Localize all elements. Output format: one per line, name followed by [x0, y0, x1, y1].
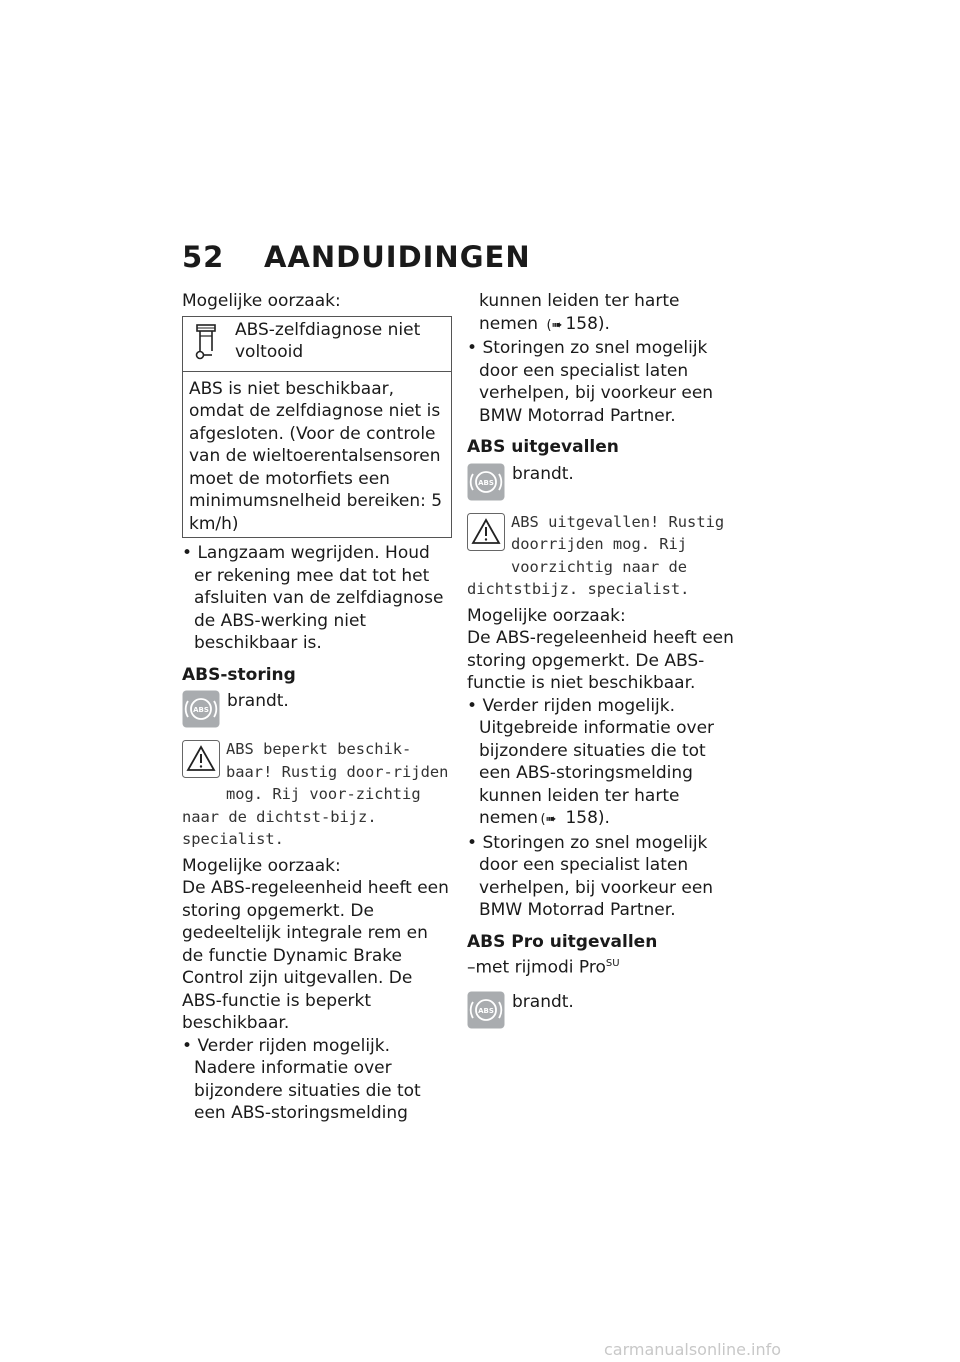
bullet-item: • Verder rijden mogelijk. Uitgebreide informatie over bijzondere situaties die tot een ABS-storingsmelding kunnen leiden ter harte nemen (➠ 158). — [467, 695, 739, 832]
svg-text:ABS: ABS — [193, 706, 209, 714]
cause-text: De ABS-regeleenheid heeft een storing opgemerkt. De gedeeltelijk integrale rem en de functie Dynamic Brake Control zijn uitgevallen. De ABS-functie is beperkt beschikbaar. — [182, 878, 449, 1033]
page-ref-arrow-icon: (➠ — [546, 317, 563, 333]
watermark: carmanualsonline.info — [604, 1340, 782, 1359]
abs-icon — [467, 463, 505, 505]
warning-triangle-icon — [467, 513, 505, 558]
cause-text: De ABS-regeleenheid heeft een storing opgemerkt. De ABS-functie is niet beschikbaar. — [467, 628, 734, 693]
page-ref-arrow-icon: (➠ — [540, 812, 557, 827]
cause-label: Mogelijke oorzaak: — [467, 605, 626, 626]
lamp-status: brandt. — [227, 691, 289, 711]
page-title: AANDUIDINGEN — [264, 240, 531, 274]
display-message: ABS uitgevallen! Rustig doorrijden mog. Rij voorzichtig naar de dichtstbijz. specialist. — [467, 512, 725, 598]
bullet-item: • Storingen zo snel mogelijk door een specialist laten verhelpen, bij voorkeur een BMW Motorrad Partner. — [467, 338, 714, 426]
left-column — [182, 290, 452, 1125]
abs-icon — [182, 690, 220, 732]
variant-superscript: SU — [605, 958, 620, 969]
lamp-status: brandt. — [512, 463, 574, 484]
box-body: ABS is niet beschikbaar, omdat de zelfdiagnose niet is afgesloten. (Voor de controle van de wieltoerentalsensoren moet de motorfiets een minimumsnelheid bereiken: 5 km/h) — [183, 371, 451, 538]
section-heading-abs-storing: ABS-storing — [182, 664, 296, 685]
page-header — [182, 240, 531, 274]
self-diagnosis-box — [182, 316, 452, 539]
svg-text:ABS: ABS — [478, 1007, 494, 1016]
section-heading-abs-pro: ABS Pro uitgevallen — [467, 931, 658, 952]
continued-text: kunnen leiden ter harte nemen (➠ 158). — [467, 290, 739, 337]
section-heading-abs-uitgevallen: ABS uitgevallen — [467, 437, 619, 457]
warning-triangle-icon — [182, 740, 220, 785]
cause-label: Mogelijke oorzaak: — [182, 855, 341, 876]
abs-lamp-row — [467, 463, 739, 505]
lamp-status: brandt. — [512, 992, 574, 1013]
bullet-item: • Storingen zo snel mogelijk door een specialist laten verhelpen, bij voorkeur een BMW Motorrad Partner. — [467, 832, 714, 920]
abs-lamp-row — [467, 991, 739, 1033]
abs-icon — [467, 991, 505, 1033]
cause-label: Mogelijke oorzaak: — [182, 291, 341, 311]
bullet-item: • Verder rijden mogelijk. Nadere informatie over bijzondere situaties die tot een ABS-storingsmelding — [182, 1035, 421, 1123]
abs-lamp-row — [182, 690, 452, 732]
variant-note: –met rijmodi Pro$^{SU}$ — [467, 957, 620, 978]
box-title: ABS-zelfdiagnose niet voltooid — [235, 319, 421, 362]
sensor-diagnosis-icon — [195, 323, 217, 368]
svg-text:ABS: ABS — [478, 478, 494, 487]
page-number: 52 — [182, 240, 225, 274]
right-column — [467, 290, 739, 1033]
display-message: ABS beperkt beschik-baar! Rustig door-rijden mog. Rij voor-zichtig naar de dichtst-bijz. specialist. — [182, 740, 449, 848]
bullet-item: • Langzaam wegrijden. Houd er rekening mee dat tot het afsluiten van de zelfdiagnose de ABS-werking niet beschikbaar is. — [182, 543, 444, 653]
